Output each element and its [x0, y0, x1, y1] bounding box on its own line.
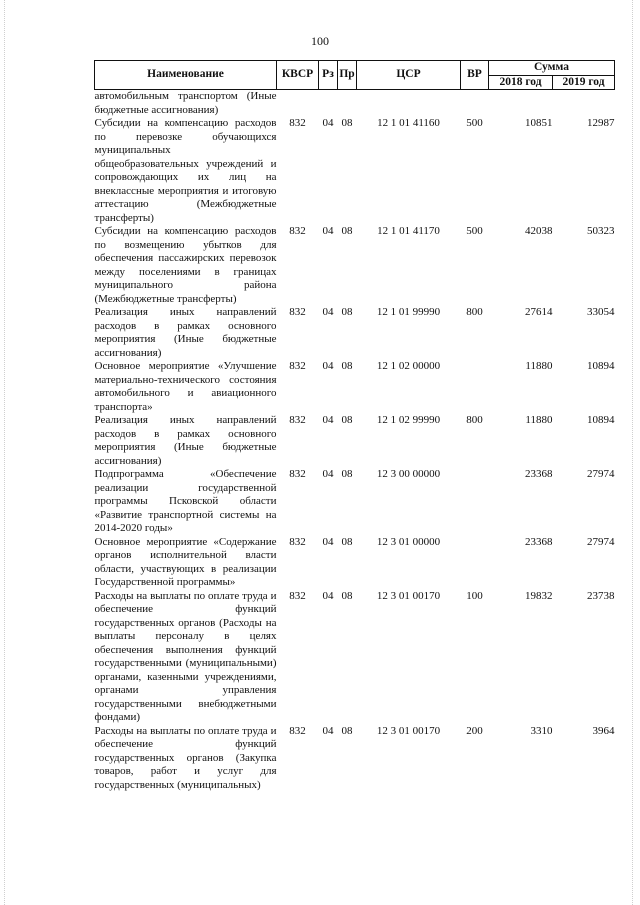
row-sum-2018: 42038	[525, 225, 553, 237]
row-pr	[338, 90, 357, 118]
page-number: 100	[311, 34, 329, 48]
row-name: Реализация иных направлений расходов в рамках основного мероприятия (Иные бюджетные ассигнования)	[94, 414, 277, 467]
row-kvsr: 832	[289, 589, 306, 602]
row-csr: 12 3 01 00170	[376, 589, 441, 602]
row-rz: 04	[322, 360, 334, 372]
row-sum-2019: 10894	[587, 414, 615, 426]
scan-edge-right	[632, 0, 634, 905]
table-row	[95, 360, 615, 414]
row-sum-2018: 23368	[525, 535, 553, 548]
row-name: Расходы на выплаты по оплате труда и обеспечение функций государственных органов (Расходы на выплаты персоналу в целях обеспечения выполнения функций государственными (муниципальными) органами, казенными учреждениями, органами управления государственными внебюджетными фондами)	[94, 589, 277, 723]
row-csr: 12 3 01 00170	[376, 724, 441, 737]
table-row	[95, 117, 615, 225]
row-sum-2019: 10894	[587, 360, 615, 372]
row-sum-2018: 11880	[525, 414, 553, 426]
row-pr: 08	[341, 589, 353, 602]
row-kvsr: 832	[289, 360, 306, 372]
row-pr: 08	[341, 724, 353, 737]
row-sum-2019: 50323	[587, 225, 615, 237]
row-sum-2019: 23738	[587, 589, 615, 602]
row-rz: 04	[322, 414, 334, 426]
header-rz: Рз	[319, 61, 338, 90]
table-body	[95, 90, 615, 793]
row-vr	[461, 468, 489, 536]
header-2019: 2019 год	[553, 75, 615, 90]
row-sum-2018	[489, 90, 553, 118]
row-vr: 200	[466, 724, 483, 737]
row-vr: 500	[466, 225, 483, 237]
row-kvsr	[277, 90, 319, 118]
row-vr	[461, 360, 489, 414]
row-name: Субсидии на компенсацию расходов по возмещению убытков для обеспечения пассажирских перевозок между поселениями в границах муниципального района (Межбюджетные трансферты)	[94, 225, 277, 305]
table-header	[95, 61, 615, 90]
row-vr: 100	[466, 589, 483, 602]
row-sum-2018: 10851	[525, 117, 553, 129]
row-csr: 12 1 01 99990	[376, 306, 441, 318]
row-sum-2018: 3310	[530, 724, 553, 737]
table-row	[95, 590, 615, 725]
row-pr: 08	[341, 306, 353, 318]
row-kvsr: 832	[289, 117, 306, 129]
row-rz: 04	[322, 724, 334, 737]
table-row	[95, 725, 615, 793]
row-csr: 12 3 00 00000	[376, 468, 441, 480]
row-pr: 08	[341, 535, 353, 548]
row-pr: 08	[341, 360, 353, 372]
row-rz: 04	[322, 225, 334, 237]
row-name: Подпрограмма «Обеспечение реализации государственной программы Псковской области «Развитие транспортной системы на 2014-2020 годы»	[94, 468, 277, 534]
table-row	[95, 414, 615, 468]
row-csr: 12 1 02 99990	[376, 414, 441, 426]
row-rz	[319, 90, 338, 118]
table-row	[95, 468, 615, 536]
row-name: Субсидии на компенсацию расходов по перевозке обучающихся муниципальных общеобразовательных учреждений и сопровождающих их лиц на внеклассные мероприятия и итоговую аттестацию (Межбюджетные трансферты)	[94, 117, 277, 224]
row-sum-2019: 12987	[587, 117, 615, 129]
row-rz: 04	[322, 117, 334, 129]
row-sum-2019	[553, 90, 615, 118]
row-csr	[357, 90, 461, 118]
header-vr: ВР	[461, 61, 489, 90]
budget-table	[94, 60, 615, 792]
header-name: Наименование	[95, 61, 277, 90]
scan-edge-left	[4, 0, 6, 905]
row-rz: 04	[322, 468, 334, 480]
row-kvsr: 832	[289, 225, 306, 237]
row-vr: 800	[466, 414, 483, 426]
table-row	[95, 536, 615, 590]
row-sum-2019: 33054	[587, 306, 615, 318]
row-pr: 08	[341, 468, 353, 480]
row-pr: 08	[341, 414, 353, 426]
row-sum-2019: 27974	[587, 535, 615, 548]
row-sum-2018: 19832	[525, 589, 553, 602]
row-name: Основное мероприятие «Содержание органов исполнительной власти области, участвующих в реализации Государственной программы»	[94, 535, 277, 588]
header-2018: 2018 год	[489, 75, 553, 90]
row-sum-2018: 11880	[525, 360, 553, 372]
row-vr: 500	[466, 117, 483, 129]
row-csr: 12 1 01 41170	[377, 225, 440, 237]
header-csr: ЦСР	[357, 61, 461, 90]
row-rz: 04	[322, 589, 334, 602]
row-rz: 04	[322, 306, 334, 318]
table-row	[95, 90, 615, 118]
row-pr: 08	[341, 117, 353, 129]
row-sum-2018: 27614	[525, 306, 553, 318]
table-row	[95, 306, 615, 360]
row-sum-2019: 27974	[587, 468, 615, 480]
row-kvsr: 832	[289, 468, 306, 480]
row-name: автомобильным транспортом (Иные бюджетные ассигнования)	[94, 90, 277, 116]
row-vr	[461, 536, 489, 590]
row-csr: 12 1 01 41160	[377, 117, 440, 129]
row-sum-2019: 3964	[592, 724, 615, 737]
row-vr	[461, 90, 489, 118]
row-rz: 04	[322, 535, 334, 548]
row-vr: 800	[466, 306, 483, 318]
row-name: Реализация иных направлений расходов в рамках основного мероприятия (Иные бюджетные ассигнования)	[94, 306, 277, 359]
row-sum-2018: 23368	[525, 468, 553, 480]
row-name: Основное мероприятие «Улучшение материально-технического состояния автомобильного и авиационного транспорта»	[94, 360, 277, 413]
row-pr: 08	[341, 225, 353, 237]
row-name: Расходы на выплаты по оплате труда и обеспечение функций государственных органов (Закупка товаров, работ и услуг для государственных (муниципальных)	[94, 724, 277, 791]
row-csr: 12 3 01 00000	[376, 535, 441, 548]
row-kvsr: 832	[289, 535, 306, 548]
header-sum: Сумма	[489, 61, 615, 76]
table-row	[95, 225, 615, 306]
row-kvsr: 832	[289, 724, 306, 737]
header-kvsr: КВСР	[277, 61, 319, 90]
header-pr: Пр	[338, 61, 357, 90]
row-csr: 12 1 02 00000	[376, 360, 441, 372]
row-kvsr: 832	[289, 414, 306, 426]
row-kvsr: 832	[289, 306, 306, 318]
